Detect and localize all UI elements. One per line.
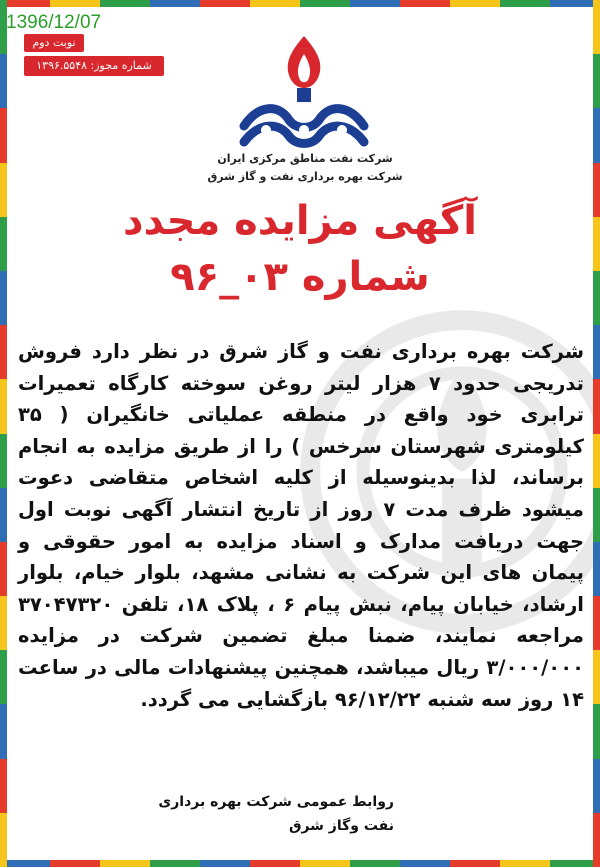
border-top bbox=[0, 0, 600, 7]
date-stamp: 1396/12/07 bbox=[6, 12, 102, 33]
signature-line-2: نفت وگاز شرق bbox=[288, 818, 394, 834]
notice-title: آگهی مزایده مجدد bbox=[122, 198, 478, 244]
nioc-logo-icon bbox=[234, 34, 374, 154]
permit-number: شماره مجوز: ۱۳۹۶.۵۵۴۸ bbox=[24, 56, 164, 76]
border-bottom bbox=[0, 860, 600, 867]
company-name-primary: شرکت نفت مناطق مرکزی ایران bbox=[217, 152, 393, 165]
border-right bbox=[593, 0, 600, 867]
notice-body: شرکت بهره برداری نفت و گاز شرق در نظر دارد فروش تدریجی حدود ۷ هزار لیتر روغن سوخته کارگاه تعمیرات ترابری خود واقع در منطقه عملیاتی خانگیران ( ۳۵ کیلومتری شهرستان سرخس ) را از طریق مزایده به انجام برساند، لذا بدینوسیله از کلیه اشخاص متقاضی دعوت میشود ظرف مدت ۷ روز از تاریخ انتشار آگهی نوبت اول جهت دریافت مدارک و اسناد مزایده به امور حقوقی و پیمان های این شرکت به نشانی مشهد، بلوار خیام، بلوار ارشاد، خیابان پیام، نبش پیام ۶ ، پلاک ۱۸، تلفن ۳۷۰۴۷۳۲۰ مراجعه نمایند، ضمنا مبلغ تضمین شرکت در مزایده ۳/۰۰۰/۰۰۰ ریال میباشد، همچنین پیشنهادات مالی در ساعت ۱۴ روز سه شنبه ۹۶/۱۲/۲۲ بازگشایی می گردد. bbox=[18, 340, 584, 711]
border-left bbox=[0, 0, 7, 867]
signature-block bbox=[0, 790, 394, 838]
notice-number: شماره ۰۳_۹۶ bbox=[170, 254, 430, 300]
publication-round-badge: نوبت دوم bbox=[24, 34, 84, 52]
company-name-secondary: شرکت بهره برداری نفت و گاز شرق bbox=[207, 170, 403, 183]
signature-line-1: روابط عمومی شرکت بهره برداری bbox=[158, 794, 394, 810]
